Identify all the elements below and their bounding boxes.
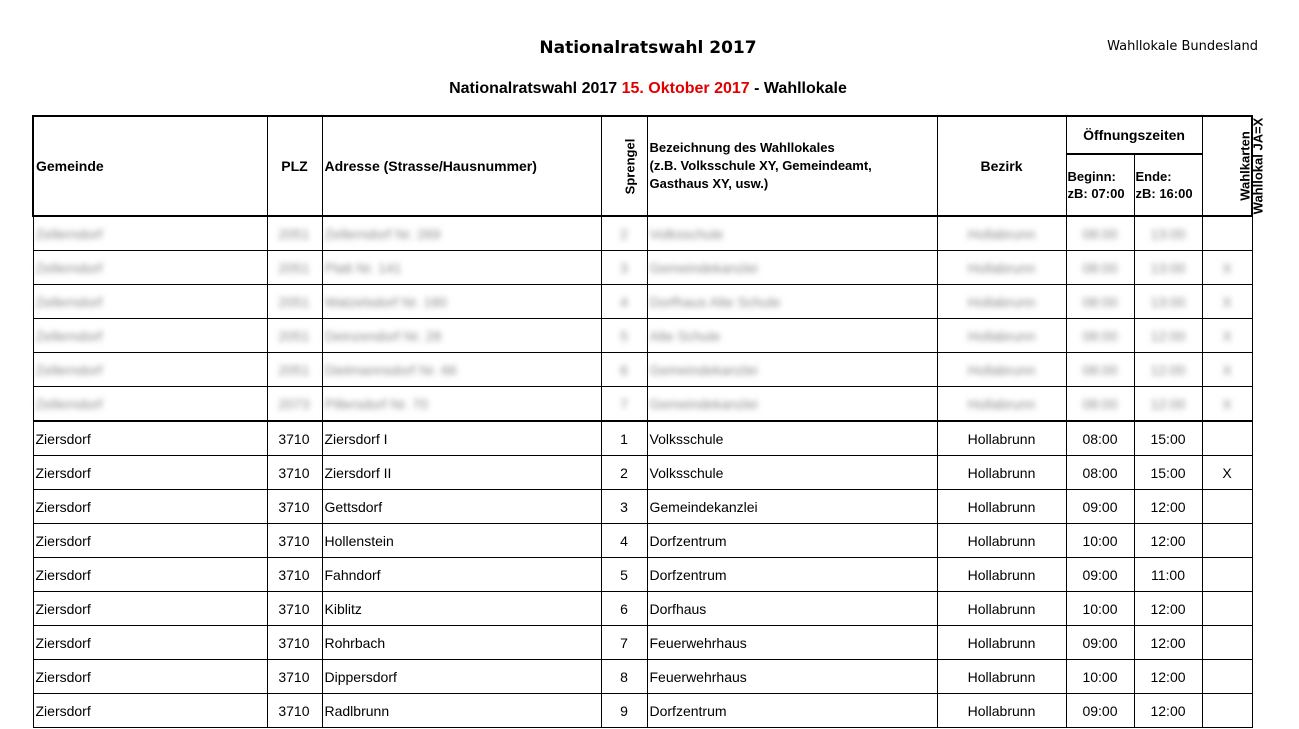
cell-beginn: 08:00 <box>1066 456 1134 490</box>
page-title: Nationalratswahl 2017 <box>539 38 757 58</box>
cell-beginn: 09:00 <box>1066 626 1134 660</box>
col-header-adresse: Adresse (Strasse/Hausnummer) <box>322 116 601 216</box>
table-row <box>33 660 1252 694</box>
col-header-bezeichnung <box>647 116 937 216</box>
cell-sprengel: 4 <box>601 524 647 558</box>
cell-beginn: 10:00 <box>1066 660 1134 694</box>
sprengel-label: Sprengel <box>621 138 637 195</box>
cell-gemeinde: Zellerndorf <box>33 387 267 422</box>
cell-wahlkarten: X <box>1202 353 1252 387</box>
table-row <box>33 626 1252 660</box>
cell-adresse: Ziersdorf II <box>322 456 601 490</box>
cell-bezirk: Hollabrunn <box>937 421 1066 456</box>
cell-bezeichnung: Volksschule <box>647 421 937 456</box>
cell-sprengel: 2 <box>601 456 647 490</box>
cell-adresse: Platt Nr. 141 <box>322 251 601 285</box>
cell-bezeichnung: Volksschule <box>647 456 937 490</box>
cell-gemeinde: Zellerndorf <box>33 319 267 353</box>
cell-beginn: 08:00 <box>1066 387 1134 422</box>
table-row <box>33 421 1252 456</box>
cell-bezeichnung: Gemeindekanzlei <box>647 387 937 422</box>
cell-plz: 2051 <box>267 285 322 319</box>
cell-adresse: Radlbrunn <box>322 694 601 728</box>
cell-adresse: Watzelsdorf Nr. 180 <box>322 285 601 319</box>
cell-plz: 3710 <box>267 456 322 490</box>
cell-plz: 3710 <box>267 524 322 558</box>
cell-sprengel: 3 <box>601 490 647 524</box>
cell-bezirk: Hollabrunn <box>937 216 1066 251</box>
cell-ende: 12:00 <box>1134 387 1202 422</box>
cell-bezeichnung: Alte Schule <box>647 319 937 353</box>
cell-adresse: Deinzendorf Nr. 28 <box>322 319 601 353</box>
cell-plz: 3710 <box>267 660 322 694</box>
cell-ende: 12:00 <box>1134 490 1202 524</box>
cell-gemeinde: Zellerndorf <box>33 251 267 285</box>
cell-wahlkarten <box>1202 216 1252 251</box>
col-header-ende <box>1134 154 1202 216</box>
wahlkarten-line-1: Wahlkarten <box>1236 130 1252 201</box>
col-header-oeffnungszeiten: Öffnungszeiten <box>1066 116 1202 154</box>
cell-sprengel: 3 <box>601 251 647 285</box>
cell-adresse: Gettsdorf <box>322 490 601 524</box>
table-row <box>33 592 1252 626</box>
cell-wahlkarten <box>1202 694 1252 728</box>
cell-sprengel: 9 <box>601 694 647 728</box>
cell-bezirk: Hollabrunn <box>937 660 1066 694</box>
cell-beginn: 10:00 <box>1066 592 1134 626</box>
cell-wahlkarten <box>1202 524 1252 558</box>
cell-plz: 3710 <box>267 490 322 524</box>
cell-sprengel: 8 <box>601 660 647 694</box>
cell-ende: 12:00 <box>1134 626 1202 660</box>
cell-wahlkarten: X <box>1202 319 1252 353</box>
cell-bezirk: Hollabrunn <box>937 387 1066 422</box>
cell-ende: 11:00 <box>1134 558 1202 592</box>
cell-bezirk: Hollabrunn <box>937 456 1066 490</box>
cell-beginn: 09:00 <box>1066 490 1134 524</box>
ende-line-1: Ende: <box>1135 169 1172 184</box>
cell-plz: 2051 <box>267 251 322 285</box>
cell-plz: 2073 <box>267 387 322 422</box>
subtitle-suffix: - Wahllokale <box>749 80 847 97</box>
cell-bezirk: Hollabrunn <box>937 319 1066 353</box>
blurred-row <box>33 251 1252 285</box>
subtitle-prefix: Nationalratswahl 2017 <box>449 80 622 97</box>
blurred-row <box>33 285 1252 319</box>
cell-bezeichnung: Dorfzentrum <box>647 694 937 728</box>
cell-wahlkarten: X <box>1202 387 1252 422</box>
cell-ende: 12:00 <box>1134 660 1202 694</box>
table-body <box>33 216 1252 728</box>
cell-beginn: 08:00 <box>1066 251 1134 285</box>
cell-plz: 2051 <box>267 319 322 353</box>
cell-plz: 3710 <box>267 592 322 626</box>
cell-adresse: Zellerndorf Nr. 269 <box>322 216 601 251</box>
cell-sprengel: 6 <box>601 353 647 387</box>
cell-ende: 12:00 <box>1134 353 1202 387</box>
cell-beginn: 08:00 <box>1066 285 1134 319</box>
cell-beginn: 08:00 <box>1066 319 1134 353</box>
cell-bezirk: Hollabrunn <box>937 353 1066 387</box>
cell-ende: 15:00 <box>1134 421 1202 456</box>
cell-bezeichnung: Dorfhaus Alte Schule <box>647 285 937 319</box>
cell-sprengel: 6 <box>601 592 647 626</box>
cell-adresse: Hollenstein <box>322 524 601 558</box>
cell-adresse: Rohrbach <box>322 626 601 660</box>
cell-ende: 15:00 <box>1134 456 1202 490</box>
blurred-row <box>33 387 1252 422</box>
cell-wahlkarten <box>1202 558 1252 592</box>
cell-ende: 13:00 <box>1134 251 1202 285</box>
cell-sprengel: 5 <box>601 319 647 353</box>
cell-sprengel: 5 <box>601 558 647 592</box>
cell-bezirk: Hollabrunn <box>937 694 1066 728</box>
cell-plz: 2051 <box>267 216 322 251</box>
corner-label: Wahllokale Bundesland <box>1107 39 1258 54</box>
cell-gemeinde: Ziersdorf <box>33 660 267 694</box>
cell-ende: 12:00 <box>1134 694 1202 728</box>
bezeichnung-line-3: Gasthaus XY, usw.) <box>649 176 769 191</box>
table-row <box>33 558 1252 592</box>
cell-wahlkarten: X <box>1202 285 1252 319</box>
cell-beginn: 08:00 <box>1066 353 1134 387</box>
cell-beginn: 10:00 <box>1066 524 1134 558</box>
table-row <box>33 694 1252 728</box>
col-header-wahlkarten <box>1202 116 1265 216</box>
election-date: 15. Oktober 2017 <box>621 80 750 97</box>
cell-wahlkarten <box>1202 490 1252 524</box>
cell-gemeinde: Zellerndorf <box>33 353 267 387</box>
cell-bezeichnung: Gemeindekanzlei <box>647 251 937 285</box>
cell-wahlkarten <box>1202 626 1252 660</box>
cell-sprengel: 7 <box>601 626 647 660</box>
cell-wahlkarten <box>1202 592 1252 626</box>
cell-adresse: Kiblitz <box>322 592 601 626</box>
cell-bezeichnung: Gemeindekanzlei <box>647 490 937 524</box>
cell-bezirk: Hollabrunn <box>937 524 1066 558</box>
cell-wahlkarten <box>1202 660 1252 694</box>
cell-sprengel: 7 <box>601 387 647 422</box>
col-header-sprengel <box>601 116 647 216</box>
cell-gemeinde: Zellerndorf <box>33 285 267 319</box>
blurred-row <box>33 216 1252 251</box>
cell-wahlkarten: X <box>1202 456 1252 490</box>
cell-bezeichnung: Feuerwehrhaus <box>647 626 937 660</box>
cell-bezirk: Hollabrunn <box>937 626 1066 660</box>
wahlkarten-label <box>1238 117 1264 214</box>
cell-ende: 13:00 <box>1134 216 1202 251</box>
cell-bezeichnung: Volksschule <box>647 216 937 251</box>
cell-ende: 12:00 <box>1134 524 1202 558</box>
cell-beginn: 08:00 <box>1066 421 1134 456</box>
col-header-bezirk: Bezirk <box>937 116 1066 216</box>
beginn-line-2: zB: 07:00 <box>1067 186 1125 201</box>
cell-bezeichnung: Dorfhaus <box>647 592 937 626</box>
cell-adresse: Pillersdorf Nr. 70 <box>322 387 601 422</box>
cell-gemeinde: Ziersdorf <box>33 421 267 456</box>
table-row <box>33 456 1252 490</box>
cell-adresse: Ziersdorf I <box>322 421 601 456</box>
blurred-row <box>33 319 1252 353</box>
col-header-gemeinde: Gemeinde <box>33 116 267 216</box>
cell-plz: 2051 <box>267 353 322 387</box>
bezeichnung-line-1: Bezeichnung des Wahllokales <box>649 140 835 155</box>
cell-ende: 12:00 <box>1134 319 1202 353</box>
cell-bezirk: Hollabrunn <box>937 558 1066 592</box>
cell-bezeichnung: Feuerwehrhaus <box>647 660 937 694</box>
cell-plz: 3710 <box>267 558 322 592</box>
cell-adresse: Dietmannsdorf Nr. 66 <box>322 353 601 387</box>
cell-bezeichnung: Dorfzentrum <box>647 524 937 558</box>
cell-gemeinde: Ziersdorf <box>33 456 267 490</box>
cell-gemeinde: Zellerndorf <box>33 216 267 251</box>
cell-bezirk: Hollabrunn <box>937 490 1066 524</box>
col-header-plz: PLZ <box>267 116 322 216</box>
beginn-line-1: Beginn: <box>1067 169 1116 184</box>
cell-beginn: 09:00 <box>1066 558 1134 592</box>
cell-gemeinde: Ziersdorf <box>33 694 267 728</box>
cell-adresse: Dippersdorf <box>322 660 601 694</box>
col-header-beginn <box>1066 154 1134 216</box>
ende-line-2: zB: 16:00 <box>1135 186 1193 201</box>
cell-plz: 3710 <box>267 626 322 660</box>
table-row <box>33 490 1252 524</box>
cell-bezeichnung: Gemeindekanzlei <box>647 353 937 387</box>
cell-sprengel: 4 <box>601 285 647 319</box>
cell-bezirk: Hollabrunn <box>937 592 1066 626</box>
table-subtitle <box>0 80 1296 98</box>
cell-gemeinde: Ziersdorf <box>33 558 267 592</box>
cell-plz: 3710 <box>267 421 322 456</box>
cell-sprengel: 2 <box>601 216 647 251</box>
cell-bezirk: Hollabrunn <box>937 285 1066 319</box>
cell-plz: 3710 <box>267 694 322 728</box>
cell-bezeichnung: Dorfzentrum <box>647 558 937 592</box>
cell-beginn: 09:00 <box>1066 694 1134 728</box>
cell-ende: 12:00 <box>1134 592 1202 626</box>
cell-wahlkarten <box>1202 421 1252 456</box>
cell-gemeinde: Ziersdorf <box>33 626 267 660</box>
cell-gemeinde: Ziersdorf <box>33 490 267 524</box>
cell-adresse: Fahndorf <box>322 558 601 592</box>
cell-bezirk: Hollabrunn <box>937 251 1066 285</box>
cell-ende: 13:00 <box>1134 285 1202 319</box>
blurred-row <box>33 353 1252 387</box>
bezeichnung-line-2: (z.B. Volksschule XY, Gemeindeamt, <box>649 158 872 173</box>
wahlkarten-line-2: Wahllokal JA=X <box>1249 117 1265 214</box>
cell-wahlkarten: X <box>1202 251 1252 285</box>
cell-sprengel: 1 <box>601 421 647 456</box>
cell-beginn: 08:00 <box>1066 216 1134 251</box>
cell-gemeinde: Ziersdorf <box>33 592 267 626</box>
table-row <box>33 524 1252 558</box>
polling-stations-table <box>32 115 1265 728</box>
cell-gemeinde: Ziersdorf <box>33 524 267 558</box>
